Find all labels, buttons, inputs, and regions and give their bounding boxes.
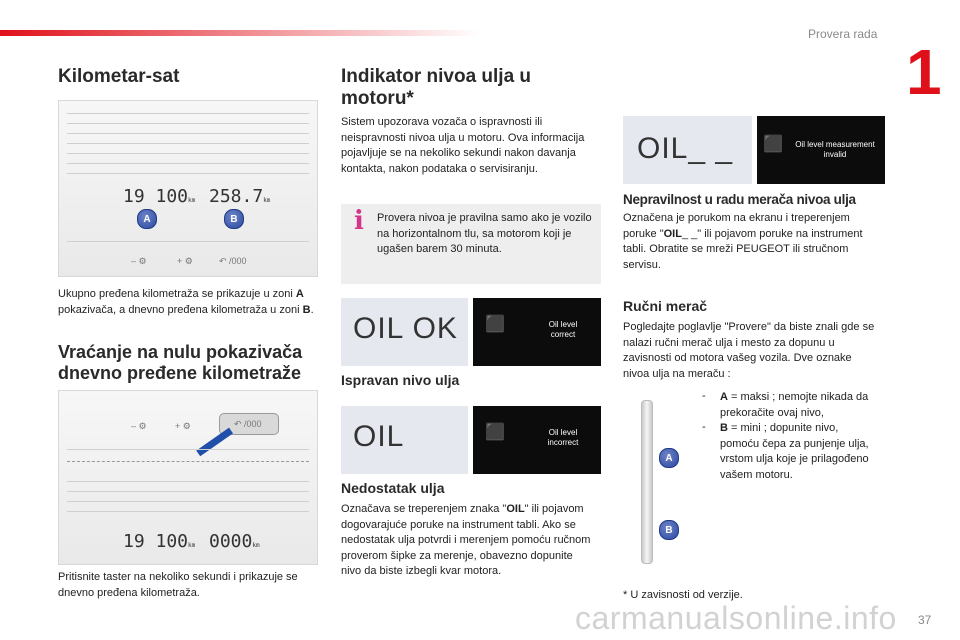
oil-lack-text: Označava se treperenjem znaka "OIL" ili pojavom dogovarajuće poruke na instrument tabli. Ako se nedostatak ulja potvrdi i merenjem pomoću ručnom proverom šipke za merenje, obavezno dopunite nivo da biste izbegli kvar motora. [341,503,591,577]
footnote: * U zavisnosti od verzije. [623,589,743,601]
trip-reset-description: Pritisnite taster na nekoliko sekundi i prikazuje se dnevno pređena kilometraža. [58,571,298,599]
odometer-description: Ukupno pređena kilometraža se prikazuje u zoni A pokazivača, a dnevno pređena kilometraža u zoni B. [58,288,314,316]
dipstick-marker-b: B [659,520,679,540]
manual-gauge-text: Pogledajte poglavlje "Provere" da biste znali gde se nalazi ručni merač ulja i mesto za dopunu u zavisnosti od motora vašeg vozila. Dve oznake nivoa ulja na meraču : [623,321,875,380]
plus-button-label: + ⚙ [177,256,193,266]
oil-ok-message-panel: ⬛ Oil level correct [473,298,601,366]
minus-button-label: – ⚙ [131,256,147,266]
oil-indicator-title: Indikator nivoa ulja u motoru* [341,66,532,109]
info-note-box [341,204,601,284]
trip-mileage-display: 0000km [209,531,260,552]
oil-incorrect-message-panel: ⬛ Oil level incorrect [473,406,601,474]
minus-button-label: – ⚙ [131,421,147,431]
oil-can-icon: ⬛ [485,424,505,441]
trip-reset-dashboard-image [58,390,318,565]
oil-display: OIL [341,406,468,474]
total-mileage-display: 19 100km [123,186,196,207]
oil-invalid-message-panel: ⬛ Oil level measurement invalid [757,116,885,184]
list-item: - A = maksi ; nemojte nikada da prekoračite ovaj nivo, [702,390,869,419]
press-arrow-icon [196,428,233,457]
trip-reset-title: Vraćanje na nulu pokazivača dnevno pređene kilometraže [58,342,303,383]
page-number: 37 [918,613,932,627]
watermark: carmanualsonline.info [575,600,897,636]
oil-lack-title: Nedostatak ulja [341,480,445,496]
manual-gauge-title: Ručni merač [623,298,708,314]
oil-correct-title: Ispravan nivo ulja [341,372,460,388]
info-note-text: Provera nivoa je pravilna samo ako je vozilo na horizontalnom tlu, sa motorom koji je ugašen barem 30 minuta. [377,212,592,255]
reset-button[interactable]: ↶ /000 [219,413,279,435]
gauge-fault-title: Nepravilnost u radu merača nivoa ulja [623,192,856,207]
odometer-dashboard-image [58,100,318,277]
dipstick-image [641,400,653,564]
info-icon: i [354,206,364,236]
reset-button-label: ↶ /000 [219,256,247,266]
gauge-fault-text: Označena je porukom na ekranu i treperenjem poruke "OIL_ _" ili pojavom poruke na instrument tabli. Obratite se mreži PEUGEOT ili stručnom servisu. [623,212,863,271]
header-accent-bar [0,30,480,36]
odometer-title: Kilometar-sat [58,66,180,87]
section-title: Provera rada [808,27,878,41]
list-item: - B = mini ; dopunite nivo, pomoću čepa za punjenje ulja, vrstom ulja koje je prilagođeno vašem motoru. [702,421,869,481]
trip-mileage-display: 258.7km [209,186,271,207]
total-mileage-display: 19 100km [123,531,196,552]
chapter-number: 1 [906,36,942,108]
oil-indicator-intro: Sistem upozorava vozača o ispravnosti ili neispravnosti nivoa ulja u motoru. Ova informacija pojavljuje se na nekoliko sekundi nakon davanja kontakta, nakon podataka o servisiranju. [341,116,585,175]
oil-invalid-display: OIL_ _ [623,116,752,184]
oil-can-icon: ⬛ [485,316,505,333]
oil-can-icon: ⬛ [763,136,783,153]
marker-a: A [137,209,157,229]
plus-button-label: + ⚙ [175,421,191,431]
dipstick-marker-a: A [659,448,679,468]
dipstick-level-list [702,390,880,483]
marker-b: B [224,209,244,229]
oil-ok-display: OIL OK [341,298,468,366]
